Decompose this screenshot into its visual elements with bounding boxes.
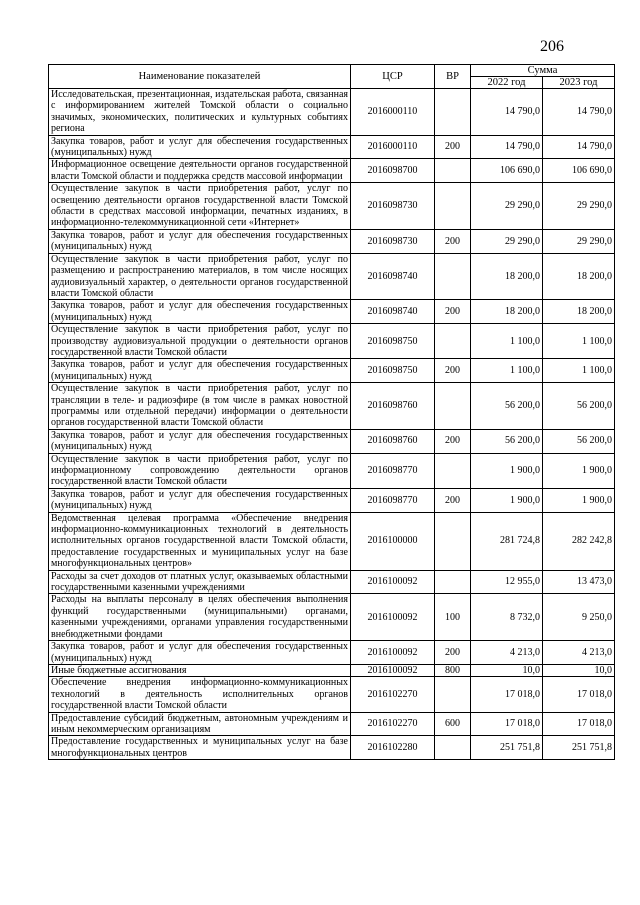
row-vr	[435, 253, 471, 300]
table-row	[49, 89, 615, 136]
table-header	[49, 65, 615, 89]
row-sum-2022: 18 200,0	[471, 253, 543, 300]
header-sum: Сумма	[471, 65, 615, 77]
row-vr	[435, 453, 471, 488]
page-number: 206	[540, 38, 564, 55]
row-name: Осуществление закупок в части приобретения работ, услуг по освещению деятельности органов государственной власти Томской области в средствах массовой информации, печатных изданиях, в информационно-телекоммуникационной сети «Интернет»	[49, 183, 351, 230]
row-sum-2023: 17 018,0	[543, 677, 615, 712]
row-name: Закупка товаров, работ и услуг для обеспечения государственных (муниципальных) нужд	[49, 641, 351, 665]
table-row	[49, 641, 615, 665]
table-row	[49, 229, 615, 253]
table-row	[49, 664, 615, 676]
row-sum-2023: 18 200,0	[543, 300, 615, 324]
row-sum-2022: 56 200,0	[471, 429, 543, 453]
row-sum-2023: 18 200,0	[543, 253, 615, 300]
row-name: Закупка товаров, работ и услуг для обеспечения государственных (муниципальных) нужд	[49, 429, 351, 453]
row-name: Ведомственная целевая программа «Обеспечение внедрения информационно-коммуникационных технологий в деятельность исполнительных органов государственной власти Томской области, предоставление государственных и муниципальных услуг на базе многофункциональных центров»	[49, 512, 351, 570]
row-sum-2022: 106 690,0	[471, 159, 543, 183]
row-code: 2016102270	[351, 677, 435, 712]
budget-table	[48, 64, 615, 760]
row-sum-2023: 1 100,0	[543, 359, 615, 383]
row-name: Осуществление закупок в части приобретения работ, услуг по размещению и распространению материалов, в том числе носящих аудиовизуальный характер, о деятельности органов государственной власти Томской области	[49, 253, 351, 300]
header-name: Наименование показателей	[49, 65, 351, 89]
row-vr	[435, 677, 471, 712]
row-vr: 800	[435, 664, 471, 676]
row-sum-2022: 1 900,0	[471, 488, 543, 512]
row-code: 2016102270	[351, 712, 435, 736]
row-sum-2023: 13 473,0	[543, 570, 615, 594]
row-name: Осуществление закупок в части приобретения работ, услуг по трансляции в теле- и радиоэфире (в том числе в рамках новостной программы или отдельной передачи) информации о деятельности органов государственной власти Томской области	[49, 383, 351, 430]
header-code: ЦСР	[351, 65, 435, 89]
table-body	[49, 89, 615, 760]
row-code: 2016098750	[351, 324, 435, 359]
row-vr	[435, 383, 471, 430]
table-row	[49, 159, 615, 183]
header-vr: ВР	[435, 65, 471, 89]
row-vr: 200	[435, 359, 471, 383]
row-code: 2016098730	[351, 229, 435, 253]
row-sum-2023: 29 290,0	[543, 229, 615, 253]
row-vr	[435, 159, 471, 183]
row-code: 2016100092	[351, 641, 435, 665]
row-sum-2022: 1 100,0	[471, 324, 543, 359]
row-name: Предоставление субсидий бюджетным, автономным учреждениям и иным некоммерческим организациям	[49, 712, 351, 736]
row-vr: 200	[435, 135, 471, 159]
row-name: Расходы на выплаты персоналу в целях обеспечения выполнения функций государственными (муниципальными) органами, казенными учреждениями, органами управления государственными внебюджетными фондами	[49, 594, 351, 641]
row-code: 2016098760	[351, 383, 435, 430]
table-row	[49, 677, 615, 712]
row-code: 2016098770	[351, 453, 435, 488]
row-code: 2016000110	[351, 135, 435, 159]
row-vr	[435, 183, 471, 230]
row-sum-2023: 56 200,0	[543, 429, 615, 453]
row-sum-2023: 56 200,0	[543, 383, 615, 430]
row-name: Осуществление закупок в части приобретения работ, услуг по производству аудиовизуальной продукции о деятельности органов государственной власти Томской области	[49, 324, 351, 359]
row-code: 2016098740	[351, 300, 435, 324]
row-vr: 600	[435, 712, 471, 736]
row-name: Закупка товаров, работ и услуг для обеспечения государственных (муниципальных) нужд	[49, 359, 351, 383]
row-code: 2016098750	[351, 359, 435, 383]
row-name: Предоставление государственных и муниципальных услуг на базе многофункциональных центров	[49, 736, 351, 760]
row-vr	[435, 736, 471, 760]
row-vr	[435, 570, 471, 594]
row-sum-2022: 29 290,0	[471, 229, 543, 253]
row-sum-2023: 1 100,0	[543, 324, 615, 359]
table-row	[49, 324, 615, 359]
row-code: 2016100092	[351, 594, 435, 641]
row-vr: 200	[435, 488, 471, 512]
row-sum-2022: 1 900,0	[471, 453, 543, 488]
row-sum-2023: 4 213,0	[543, 641, 615, 665]
row-code: 2016098740	[351, 253, 435, 300]
row-vr: 200	[435, 641, 471, 665]
table-row	[49, 570, 615, 594]
row-sum-2023: 14 790,0	[543, 89, 615, 136]
row-vr	[435, 512, 471, 570]
row-code: 2016000110	[351, 89, 435, 136]
row-sum-2022: 17 018,0	[471, 712, 543, 736]
row-code: 2016100000	[351, 512, 435, 570]
table-row	[49, 594, 615, 641]
row-sum-2022: 251 751,8	[471, 736, 543, 760]
table-row	[49, 253, 615, 300]
row-vr: 100	[435, 594, 471, 641]
row-sum-2023: 106 690,0	[543, 159, 615, 183]
row-sum-2023: 1 900,0	[543, 488, 615, 512]
table-row	[49, 736, 615, 760]
row-sum-2022: 14 790,0	[471, 89, 543, 136]
table-row	[49, 512, 615, 570]
row-vr: 200	[435, 429, 471, 453]
table-row	[49, 359, 615, 383]
row-sum-2023: 282 242,8	[543, 512, 615, 570]
row-vr: 200	[435, 229, 471, 253]
row-name: Закупка товаров, работ и услуг для обеспечения государственных (муниципальных) нужд	[49, 135, 351, 159]
row-vr: 200	[435, 300, 471, 324]
row-sum-2022: 17 018,0	[471, 677, 543, 712]
row-sum-2022: 14 790,0	[471, 135, 543, 159]
row-sum-2023: 29 290,0	[543, 183, 615, 230]
table-row	[49, 488, 615, 512]
row-sum-2023: 9 250,0	[543, 594, 615, 641]
header-year-2023: 2023 год	[543, 77, 615, 89]
row-sum-2022: 1 100,0	[471, 359, 543, 383]
row-name: Исследовательская, презентационная, издательская работа, связанная с информированием жителей Томской области о социально значимых, экономических, политических и культурных событиях региона	[49, 89, 351, 136]
table-row	[49, 712, 615, 736]
row-name: Закупка товаров, работ и услуг для обеспечения государственных (муниципальных) нужд	[49, 300, 351, 324]
table-row	[49, 183, 615, 230]
row-code: 2016100092	[351, 570, 435, 594]
row-sum-2022: 4 213,0	[471, 641, 543, 665]
row-name: Информационное освещение деятельности органов государственной власти Томской области и поддержка средств массовой информации	[49, 159, 351, 183]
row-code: 2016098770	[351, 488, 435, 512]
row-name: Обеспечение внедрения информационно-коммуникационных технологий в деятельность исполнительных органов государственной власти Томской области	[49, 677, 351, 712]
row-name: Закупка товаров, работ и услуг для обеспечения государственных (муниципальных) нужд	[49, 229, 351, 253]
table-row	[49, 429, 615, 453]
row-code: 2016102280	[351, 736, 435, 760]
row-name: Закупка товаров, работ и услуг для обеспечения государственных (муниципальных) нужд	[49, 488, 351, 512]
row-vr	[435, 324, 471, 359]
row-code: 2016098700	[351, 159, 435, 183]
row-code: 2016098730	[351, 183, 435, 230]
row-sum-2022: 12 955,0	[471, 570, 543, 594]
table-row	[49, 135, 615, 159]
table-row	[49, 383, 615, 430]
table-row	[49, 453, 615, 488]
table-row	[49, 300, 615, 324]
row-sum-2022: 56 200,0	[471, 383, 543, 430]
row-code: 2016098760	[351, 429, 435, 453]
row-sum-2023: 10,0	[543, 664, 615, 676]
row-name: Осуществление закупок в части приобретения работ, услуг по информационному сопровождению деятельности органов государственной власти Томской области	[49, 453, 351, 488]
row-code: 2016100092	[351, 664, 435, 676]
row-name: Иные бюджетные ассигнования	[49, 664, 351, 676]
row-name: Расходы за счет доходов от платных услуг, оказываемых областными государственными казенными учреждениями	[49, 570, 351, 594]
row-sum-2022: 8 732,0	[471, 594, 543, 641]
row-sum-2023: 14 790,0	[543, 135, 615, 159]
header-year-2022: 2022 год	[471, 77, 543, 89]
row-sum-2023: 1 900,0	[543, 453, 615, 488]
row-sum-2023: 251 751,8	[543, 736, 615, 760]
row-vr	[435, 89, 471, 136]
row-sum-2022: 18 200,0	[471, 300, 543, 324]
row-sum-2022: 10,0	[471, 664, 543, 676]
row-sum-2023: 17 018,0	[543, 712, 615, 736]
row-sum-2022: 29 290,0	[471, 183, 543, 230]
row-sum-2022: 281 724,8	[471, 512, 543, 570]
